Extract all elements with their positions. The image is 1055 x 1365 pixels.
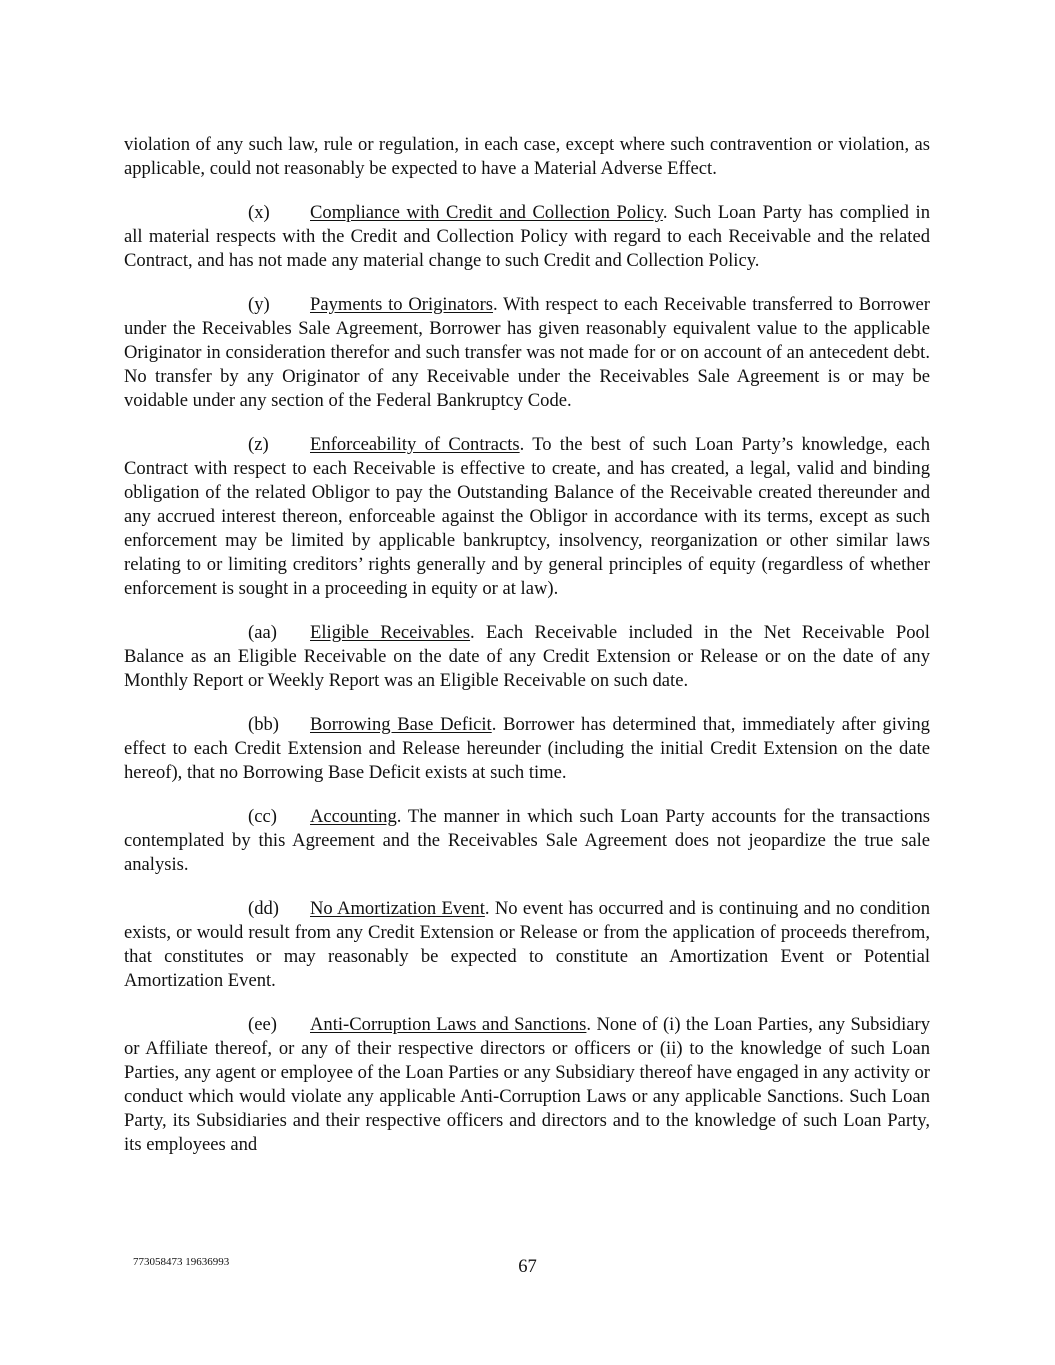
- section-heading: Payments to Originators: [310, 294, 494, 315]
- document-page: [124, 133, 930, 1177]
- section-aa: [124, 621, 930, 693]
- section-y: [124, 293, 930, 413]
- section-label: (aa): [248, 622, 277, 643]
- section-label: (y): [248, 294, 270, 315]
- section-text: . With respect to each Receivable transferred to Borrower under the Receivables Sale Agreement, Borrower has given reasonably equivalent value to the applicable Originator in consideration therefor and such transfer was not made for or on account of an antecedent debt. No transfer by any Originator of any Receivable under the Receivables Sale Agreement is or may be voidable under any section of the Federal Bankruptcy Code.: [124, 294, 930, 411]
- section-label: (x): [248, 202, 270, 223]
- section-label: (dd): [248, 898, 279, 919]
- section-heading: Accounting: [310, 806, 397, 827]
- section-label: (z): [248, 434, 269, 455]
- section-label: (cc): [248, 806, 277, 827]
- section-text: . Such Loan Party has complied in all material respects with the Credit and Collection Policy with regard to each Receivable and the related Contract, and has not made any material change to such Credit and Collection Policy.: [124, 202, 930, 271]
- section-text: . None of (i) the Loan Parties, any Subsidiary or Affiliate thereof, or any of their respective directors or officers or (ii) to the knowledge of such Loan Parties, any agent or employee of the Loan Parties or any Subsidiary thereof have engaged in any activity or conduct which would violate any applicable Anti-Corruption Laws or any applicable Sanctions. Such Loan Party, its Subsidiaries and their respective officers and directors and to the knowledge of such Loan Party, its employees and: [124, 1014, 930, 1155]
- section-text: . To the best of such Loan Party’s knowledge, each Contract with respect to each Receivable is effective to create, and has created, a legal, valid and binding obligation of the related Obligor to pay the Outstanding Balance of the Receivable created thereunder and any accrued interest thereon, enforceable against the Obligor in accordance with its terms, except as such enforcement may be limited by applicable bankruptcy, insolvency, reorganization or other similar laws relating to or limiting creditors’ rights generally and by general principles of equity (regardless of whether enforcement is sought in a proceeding in equity or at law).: [124, 434, 930, 599]
- section-x: [124, 201, 930, 273]
- section-text: . The manner in which such Loan Party accounts for the transactions contemplated by this Agreement and the Receivables Sale Agreement does not jeopardize the true sale analysis.: [124, 806, 930, 875]
- section-heading: Eligible Receivables: [310, 622, 471, 643]
- section-heading: Borrowing Base Deficit: [310, 714, 492, 735]
- section-text: . No event has occurred and is continuing and no condition exists, or would result from any Credit Extension or Release or from the application of proceeds therefrom, that constitutes or may reasonably be expected to constitute an Amortization Event or Potential Amortization Event.: [124, 898, 930, 991]
- section-bb: [124, 713, 930, 785]
- continuation-paragraph: violation of any such law, rule or regulation, in each case, except where such contravention or violation, as applicable, could not reasonably be expected to have a Material Adverse Effect.: [124, 134, 930, 179]
- section-label: (bb): [248, 714, 279, 735]
- document-id: 773058473 19636993: [133, 1256, 230, 1268]
- section-cc: [124, 805, 930, 877]
- section-z: [124, 433, 930, 601]
- section-ee: [124, 1013, 930, 1157]
- section-heading: Anti-Corruption Laws and Sanctions: [310, 1014, 587, 1035]
- section-heading: Enforceability of Contracts: [310, 434, 520, 455]
- page-number: 67: [518, 1256, 537, 1277]
- section-text: . Each Receivable included in the Net Receivable Pool Balance as an Eligible Receivable on the date of any Credit Extension or Release or on the date of any Monthly Report or Weekly Report was an Eligible Receivable on such date.: [124, 622, 930, 691]
- section-heading: No Amortization Event: [310, 898, 485, 919]
- section-heading: Compliance with Credit and Collection Policy: [310, 202, 663, 223]
- section-label: (ee): [248, 1014, 277, 1035]
- section-text: . Borrower has determined that, immediately after giving effect to each Credit Extension and Release hereunder (including the initial Credit Extension on the date hereof), that no Borrowing Base Deficit exists at such time.: [124, 714, 930, 783]
- section-dd: [124, 897, 930, 993]
